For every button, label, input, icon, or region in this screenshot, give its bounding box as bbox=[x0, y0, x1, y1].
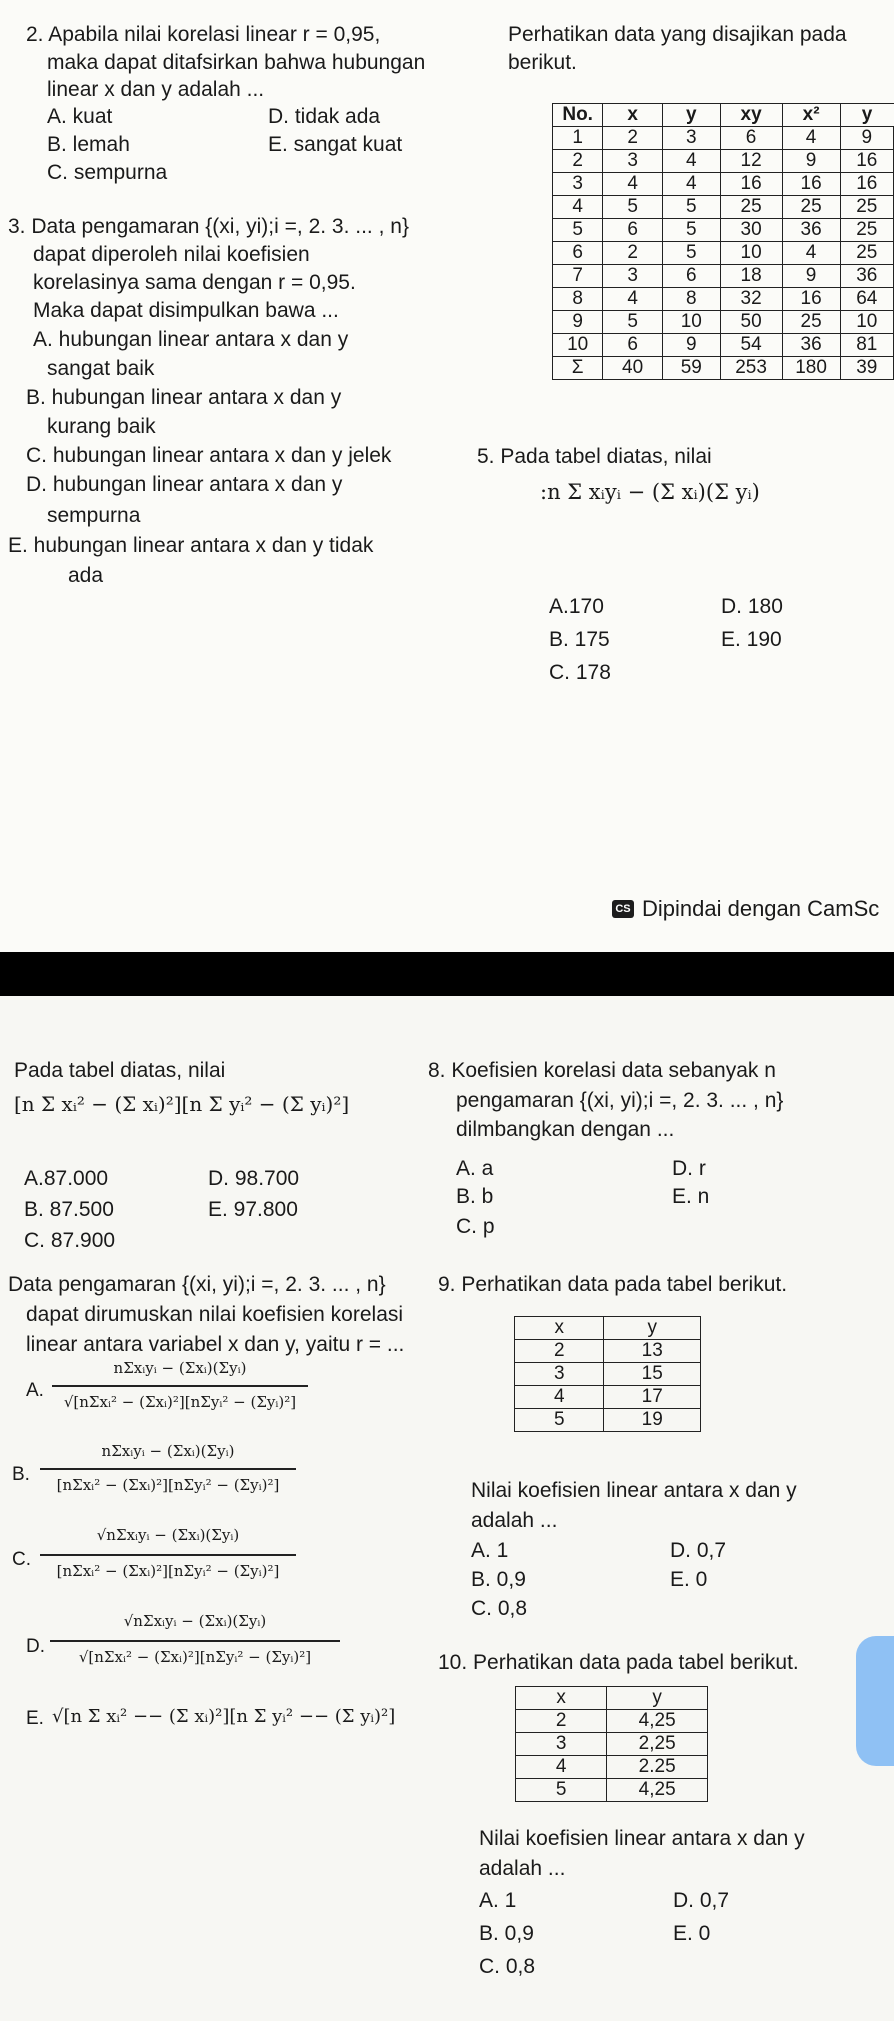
q9-option-a: A. 1 bbox=[471, 1539, 509, 1562]
table-cell: 9 bbox=[782, 150, 840, 173]
q5-formula: :n Σ xᵢyᵢ − (Σ xᵢ)(Σ yᵢ) bbox=[540, 480, 760, 504]
q9-question-line-2: adalah ... bbox=[471, 1509, 558, 1532]
q8-option-a: A. a bbox=[456, 1157, 494, 1180]
table-cell: 13 bbox=[604, 1340, 701, 1363]
table-cell: 5 bbox=[516, 1779, 607, 1802]
q2-option-c: C. sempurna bbox=[47, 161, 168, 184]
table-cell: 81 bbox=[840, 334, 893, 357]
table-cell: 2 bbox=[516, 1710, 607, 1733]
table-cell: 4 bbox=[782, 242, 840, 265]
camscanner-logo-icon: CS bbox=[612, 900, 634, 918]
table-row bbox=[553, 173, 894, 196]
table-cell: 16 bbox=[782, 173, 840, 196]
table-cell: 50 bbox=[720, 311, 782, 334]
table-row bbox=[553, 242, 894, 265]
q10-question-line-1: Nilai koefisien linear antara x dan y bbox=[479, 1827, 805, 1850]
q6-option-a-numerator: nΣxᵢyᵢ − (Σxᵢ)(Σyᵢ) bbox=[113, 1359, 247, 1377]
table-cell: 25 bbox=[782, 311, 840, 334]
q9-option-c: C. 0,8 bbox=[471, 1597, 528, 1620]
table-cell: 36 bbox=[782, 219, 840, 242]
q7-option-e: E. 97.800 bbox=[208, 1198, 298, 1221]
table-row bbox=[553, 311, 894, 334]
q3-option-b: B. hubungan linear antara x dan y bbox=[26, 386, 342, 409]
table-cell: 5 bbox=[603, 196, 663, 219]
q3-option-a-cont: sangat baik bbox=[47, 357, 155, 380]
table-cell: 5 bbox=[662, 196, 720, 219]
table-cell: 19 bbox=[604, 1409, 701, 1432]
q8-option-b: B. b bbox=[456, 1185, 494, 1208]
q10-table-row bbox=[516, 1733, 708, 1756]
q9-table-row bbox=[515, 1409, 701, 1432]
q6-option-c-numerator: √nΣxᵢyᵢ − (Σxᵢ)(Σyᵢ) bbox=[96, 1526, 240, 1544]
q10-table-row bbox=[516, 1756, 708, 1779]
table-cell: 9 bbox=[782, 265, 840, 288]
q9-option-d: D. 0,7 bbox=[670, 1539, 727, 1562]
table-cell: 4 bbox=[603, 173, 663, 196]
table-cell: 5 bbox=[553, 219, 603, 242]
table-cell: 253 bbox=[720, 357, 782, 380]
q9-stem: 9. Perhatikan data pada tabel berikut. bbox=[438, 1273, 788, 1296]
table-cell: 10 bbox=[553, 334, 603, 357]
scanned-page-2 bbox=[0, 996, 894, 2021]
table-cell: 25 bbox=[782, 196, 840, 219]
q6-option-b-denominator: [nΣxᵢ² − (Σxᵢ)²][nΣyᵢ² − (Σyᵢ)²] bbox=[56, 1476, 280, 1494]
q9-option-b: B. 0,9 bbox=[471, 1568, 526, 1591]
q3-option-e: E. hubungan linear antara x dan y tidak bbox=[8, 534, 374, 557]
table-cell: 12 bbox=[720, 150, 782, 173]
table-cell: 30 bbox=[720, 219, 782, 242]
q6-option-a-label: A. bbox=[26, 1380, 44, 1401]
q10-option-a: A. 1 bbox=[479, 1889, 517, 1912]
q10-header-x: x bbox=[516, 1687, 607, 1710]
q3-option-d: D. hubungan linear antara x dan y bbox=[26, 473, 343, 496]
q2-option-d: D. tidak ada bbox=[268, 105, 381, 128]
table-cell: 10 bbox=[720, 242, 782, 265]
q9-option-e: E. 0 bbox=[670, 1568, 708, 1591]
table-cell: 6 bbox=[662, 265, 720, 288]
q8-stem-line-3: dilmbangkan dengan ... bbox=[456, 1118, 675, 1141]
q8-option-e: E. n bbox=[672, 1185, 710, 1208]
table-cell: 4 bbox=[603, 288, 663, 311]
q5-option-b: B. 175 bbox=[549, 628, 610, 651]
table-cell: 25 bbox=[840, 219, 893, 242]
q10-option-b: B. 0,9 bbox=[479, 1922, 534, 1945]
table-cell: 25 bbox=[720, 196, 782, 219]
table-cell: 5 bbox=[662, 219, 720, 242]
table-cell: 3 bbox=[516, 1733, 607, 1756]
table-cell: 3 bbox=[603, 265, 663, 288]
q3-stem-line-3: korelasinya sama dengan r = 0,95. bbox=[33, 271, 356, 294]
table-cell: 5 bbox=[515, 1409, 604, 1432]
q8-stem-line-1: 8. Koefisien korelasi data sebanyak n bbox=[428, 1059, 776, 1082]
table-cell: 2 bbox=[603, 127, 663, 150]
q10-table-row bbox=[516, 1779, 708, 1802]
table-cell: 4 bbox=[515, 1386, 604, 1409]
header-y-squared: y bbox=[840, 104, 893, 127]
camscanner-text: Dipindai dengan CamSc bbox=[642, 896, 880, 921]
table-cell: 4 bbox=[516, 1756, 607, 1779]
q3-option-d-cont: sempurna bbox=[47, 504, 141, 527]
q10-option-e: E. 0 bbox=[673, 1922, 711, 1945]
table-cell: 6 bbox=[553, 242, 603, 265]
q6-option-e-formula: √[n Σ xᵢ² −− (Σ xᵢ)²][n Σ yᵢ² −− (Σ yᵢ)²] bbox=[52, 1706, 396, 1727]
table-cell: 3 bbox=[515, 1363, 604, 1386]
q9-header-x: x bbox=[515, 1317, 604, 1340]
table-cell: 15 bbox=[604, 1363, 701, 1386]
table-cell: 16 bbox=[782, 288, 840, 311]
table-cell: 7 bbox=[553, 265, 603, 288]
q2-stem-line-2: maka dapat ditafsirkan bahwa hubungan bbox=[47, 51, 426, 74]
table-cell: 59 bbox=[662, 357, 720, 380]
table-cell: 10 bbox=[840, 311, 893, 334]
table-row bbox=[553, 334, 894, 357]
q2-stem-line-1: 2. Apabila nilai korelasi linear r = 0,95, bbox=[26, 23, 381, 46]
table-cell: 64 bbox=[840, 288, 893, 311]
table-cell: 32 bbox=[720, 288, 782, 311]
table-cell: 9 bbox=[840, 127, 893, 150]
q6-stem-line-1: Data pengamaran {(xi, yi);i =, 2. 3. ... , n} bbox=[8, 1273, 386, 1296]
q9-question-line-1: Nilai koefisien linear antara x dan y bbox=[471, 1479, 797, 1502]
q10-header-y: y bbox=[607, 1687, 708, 1710]
table-row bbox=[553, 150, 894, 173]
q7-option-d: D. 98.700 bbox=[208, 1167, 300, 1190]
q5-option-e: E. 190 bbox=[721, 628, 782, 651]
table-cell: 4 bbox=[662, 150, 720, 173]
table-cell: 2 bbox=[603, 242, 663, 265]
page-divider bbox=[0, 952, 894, 996]
table-cell: 5 bbox=[662, 242, 720, 265]
table-cell: 16 bbox=[840, 150, 893, 173]
q6-option-d-fraction bbox=[50, 1612, 340, 1684]
q9-table-row bbox=[515, 1340, 701, 1363]
q8-stem-line-2: pengamaran {(xi, yi);i =, 2. 3. ... , n} bbox=[456, 1089, 784, 1112]
q10-option-d: D. 0,7 bbox=[673, 1889, 730, 1912]
table-row bbox=[553, 265, 894, 288]
table-cell: 36 bbox=[782, 334, 840, 357]
table-cell: 3 bbox=[662, 127, 720, 150]
table-cell: 6 bbox=[603, 334, 663, 357]
q10-option-c: C. 0,8 bbox=[479, 1955, 536, 1978]
table-cell: 5 bbox=[603, 311, 663, 334]
table-cell: 2.25 bbox=[607, 1756, 708, 1779]
table-cell: 4 bbox=[662, 173, 720, 196]
q9-table bbox=[514, 1316, 701, 1432]
q6-option-b-label: B. bbox=[12, 1464, 30, 1485]
data-table bbox=[552, 103, 894, 380]
q3-option-e-cont: ada bbox=[68, 564, 104, 587]
table-cell: 3 bbox=[603, 150, 663, 173]
table-cell: 54 bbox=[720, 334, 782, 357]
table-cell: 4 bbox=[782, 127, 840, 150]
q6-option-e-label: E. bbox=[26, 1708, 44, 1729]
table-header-row bbox=[553, 104, 894, 127]
table-row bbox=[553, 288, 894, 311]
table-row bbox=[553, 196, 894, 219]
table-cell: 8 bbox=[662, 288, 720, 311]
q7-option-c: C. 87.900 bbox=[24, 1229, 116, 1252]
table-cell: 40 bbox=[603, 357, 663, 380]
table-cell: 16 bbox=[720, 173, 782, 196]
q6-option-c-label: C. bbox=[12, 1549, 31, 1570]
table-cell: 180 bbox=[782, 357, 840, 380]
q6-option-d-label: D. bbox=[26, 1636, 45, 1657]
table-cell: 9 bbox=[553, 311, 603, 334]
q9-header-y: y bbox=[604, 1317, 701, 1340]
table-cell: 39 bbox=[840, 357, 893, 380]
camscanner-watermark bbox=[612, 896, 879, 922]
q6-option-a-fraction bbox=[52, 1359, 308, 1427]
header-x-squared: x² bbox=[782, 104, 840, 127]
table-cell: 6 bbox=[603, 219, 663, 242]
q5-stem: 5. Pada tabel diatas, nilai bbox=[477, 445, 712, 468]
table-cell: 2 bbox=[553, 150, 603, 173]
table-intro-line-2: berikut. bbox=[508, 51, 577, 74]
table-intro-line-1: Perhatikan data yang disajikan pada bbox=[508, 23, 847, 46]
q6-stem-line-3: linear antara variabel x dan y, yaitu r = ... bbox=[26, 1333, 405, 1356]
q3-stem-line-2: dapat diperoleh nilai koefisien bbox=[33, 243, 310, 266]
q6-option-c-denominator: [nΣxᵢ² − (Σxᵢ)²][nΣyᵢ² − (Σyᵢ)²] bbox=[56, 1562, 280, 1580]
q5-option-d: D. 180 bbox=[721, 595, 783, 618]
q8-option-d: D. r bbox=[672, 1157, 706, 1180]
q3-option-b-cont: kurang baik bbox=[47, 415, 156, 438]
table-cell: 17 bbox=[604, 1386, 701, 1409]
q10-table-row bbox=[516, 1710, 708, 1733]
table-cell: 1 bbox=[553, 127, 603, 150]
header-x: x bbox=[603, 104, 663, 127]
q6-option-d-numerator: √nΣxᵢyᵢ − (Σxᵢ)(Σyᵢ) bbox=[123, 1612, 267, 1630]
q2-option-b: B. lemah bbox=[47, 133, 130, 156]
q7-option-b: B. 87.500 bbox=[24, 1198, 114, 1221]
q6-stem-line-2: dapat dirumuskan nilai koefisien korelasi bbox=[26, 1303, 404, 1326]
q6-option-d-denominator: √[nΣxᵢ² − (Σxᵢ)²][nΣyᵢ² − (Σyᵢ)²] bbox=[78, 1648, 312, 1666]
table-cell: Σ bbox=[553, 357, 603, 380]
q6-option-b-numerator: nΣxᵢyᵢ − (Σxᵢ)(Σyᵢ) bbox=[101, 1442, 235, 1460]
q6-option-c-fraction bbox=[40, 1526, 296, 1596]
table-cell: 18 bbox=[720, 265, 782, 288]
q6-option-a-denominator: √[nΣxᵢ² − (Σxᵢ)²][nΣyᵢ² − (Σyᵢ)²] bbox=[63, 1393, 297, 1411]
table-cell: 4,25 bbox=[607, 1710, 708, 1733]
q10-question-line-2: adalah ... bbox=[479, 1857, 566, 1880]
q10-stem: 10. Perhatikan data pada tabel berikut. bbox=[438, 1651, 799, 1674]
q7-formula: [n Σ xᵢ² − (Σ xᵢ)²][n Σ yᵢ² − (Σ yᵢ)²] bbox=[14, 1092, 350, 1116]
floating-assist-bubble[interactable] bbox=[856, 1636, 894, 1766]
header-xy: xy bbox=[720, 104, 782, 127]
q3-stem-line-1: 3. Data pengamaran {(xi, yi);i =, 2. 3. ... , n} bbox=[8, 215, 409, 238]
q3-option-c: C. hubungan linear antara x dan y jelek bbox=[26, 444, 392, 467]
table-cell: 3 bbox=[553, 173, 603, 196]
q7-stem: Pada tabel diatas, nilai bbox=[14, 1059, 226, 1082]
table-cell: 9 bbox=[662, 334, 720, 357]
q8-option-c: C. p bbox=[456, 1215, 495, 1238]
scanned-page-1 bbox=[0, 0, 894, 952]
table-cell: 16 bbox=[840, 173, 893, 196]
table-row bbox=[553, 127, 894, 150]
q3-stem-line-4: Maka dapat disimpulkan bawa ... bbox=[33, 299, 339, 322]
q9-table-row bbox=[515, 1363, 701, 1386]
table-cell: 25 bbox=[840, 242, 893, 265]
table-cell: 2,25 bbox=[607, 1733, 708, 1756]
table-cell: 4,25 bbox=[607, 1779, 708, 1802]
table-cell: 2 bbox=[515, 1340, 604, 1363]
table-cell: 4 bbox=[553, 196, 603, 219]
table-cell: 8 bbox=[553, 288, 603, 311]
q2-stem-line-3: linear x dan y adalah ... bbox=[47, 78, 265, 101]
q6-option-b-fraction bbox=[40, 1442, 296, 1510]
q3-option-a: A. hubungan linear antara x dan y bbox=[33, 328, 349, 351]
table-row bbox=[553, 219, 894, 242]
header-y: y bbox=[662, 104, 720, 127]
table-cell: 6 bbox=[720, 127, 782, 150]
table-cell: 36 bbox=[840, 265, 893, 288]
q9-table-row bbox=[515, 1386, 701, 1409]
q5-option-c: C. 178 bbox=[549, 661, 611, 684]
header-no: No. bbox=[553, 104, 603, 127]
table-cell: 25 bbox=[840, 196, 893, 219]
q7-option-a: A.87.000 bbox=[24, 1167, 109, 1190]
q10-table bbox=[515, 1686, 708, 1802]
table-row bbox=[553, 357, 894, 380]
q2-option-e: E. sangat kuat bbox=[268, 133, 403, 156]
q2-option-a: A. kuat bbox=[47, 105, 113, 128]
table-cell: 10 bbox=[662, 311, 720, 334]
q5-option-a: A.170 bbox=[549, 595, 604, 618]
